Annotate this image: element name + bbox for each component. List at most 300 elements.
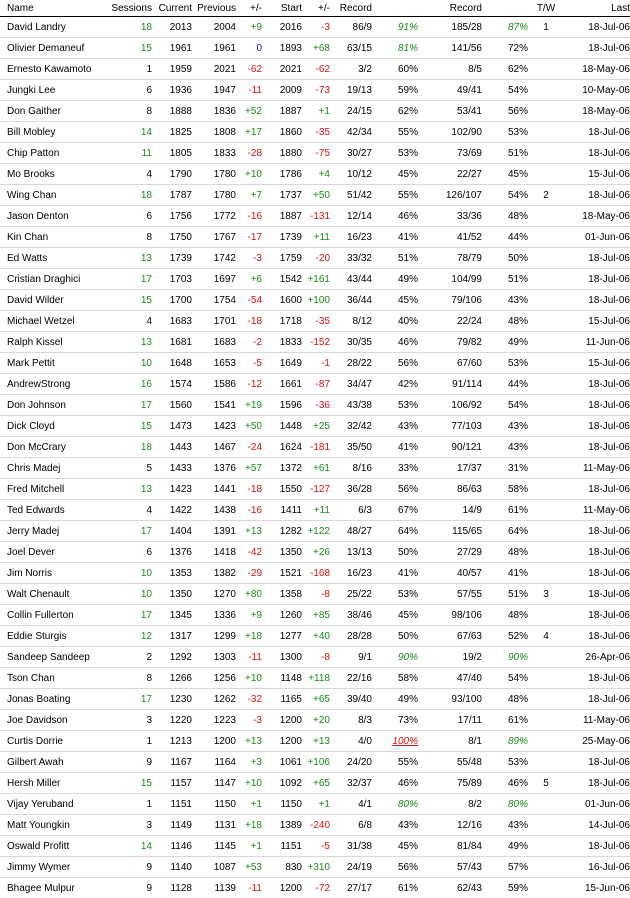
cell-sessions: 4 [104,164,152,185]
cell-record: 8/16 [330,458,372,479]
cell-name: Fred Mitchell [0,479,104,500]
cell-start: 1737 [262,185,302,206]
table-row[interactable] [0,689,630,710]
cell-start-change: -131 [302,206,330,227]
cell-change: +6 [236,269,262,290]
cell-record: 86/9 [330,17,372,38]
cell-last: 10-May-06 [564,80,630,101]
cell-record-pct: 45% [372,605,418,626]
cell-record-pct: 100% [372,731,418,752]
table-row[interactable] [0,668,630,689]
cell-record-pct: 46% [372,332,418,353]
cell-tw [528,479,564,500]
cell-record-total-pct: 43% [482,815,528,836]
cell-start: 1833 [262,332,302,353]
header-start[interactable]: Start [262,0,302,17]
cell-last: 18-Jul-06 [564,605,630,626]
cell-sessions: 9 [104,752,152,773]
cell-name: Joe Davidson [0,710,104,731]
cell-name: Kin Chan [0,227,104,248]
cell-sessions: 14 [104,836,152,857]
cell-name: Matt Youngkin [0,815,104,836]
cell-change: +80 [236,584,262,605]
cell-record-total: 53/41 [418,101,482,122]
cell-name: AndrewStrong [0,374,104,395]
cell-change: +10 [236,668,262,689]
cell-record-pct: 58% [372,668,418,689]
cell-tw [528,80,564,101]
cell-start: 1550 [262,479,302,500]
cell-current: 1703 [152,269,192,290]
cell-tw [528,227,564,248]
cell-record-total: 73/69 [418,143,482,164]
cell-record-total-pct: 54% [482,80,528,101]
cell-record-total-pct: 53% [482,353,528,374]
table-row[interactable] [0,353,630,374]
cell-change: +9 [236,605,262,626]
cell-start: 1624 [262,437,302,458]
cell-tw: 3 [528,584,564,605]
cell-start: 1596 [262,395,302,416]
cell-last: 18-Jul-06 [564,185,630,206]
cell-current: 1750 [152,227,192,248]
cell-previous: 1808 [192,122,236,143]
cell-record: 35/50 [330,437,372,458]
cell-record-pct: 41% [372,227,418,248]
cell-start-change: +122 [302,521,330,542]
table-row[interactable] [0,185,630,206]
cell-sessions: 17 [104,605,152,626]
cell-record-pct: 56% [372,353,418,374]
cell-current: 1423 [152,479,192,500]
cell-previous: 1586 [192,374,236,395]
cell-previous: 1423 [192,416,236,437]
cell-record: 33/32 [330,248,372,269]
table-row[interactable] [0,731,630,752]
cell-sessions: 18 [104,437,152,458]
cell-previous: 1147 [192,773,236,794]
cell-name: Don Gaither [0,101,104,122]
cell-current: 1433 [152,458,192,479]
cell-tw [528,395,564,416]
cell-name: Bill Mobley [0,122,104,143]
cell-record-total: 104/99 [418,269,482,290]
cell-record: 22/16 [330,668,372,689]
cell-name: Wing Chan [0,185,104,206]
cell-start-change: +161 [302,269,330,290]
header-tw[interactable]: T/W [528,0,564,17]
table-row[interactable] [0,101,630,122]
table-row[interactable] [0,794,630,815]
cell-last: 18-Jul-06 [564,521,630,542]
table-row[interactable] [0,626,630,647]
cell-tw [528,416,564,437]
cell-record-pct: 60% [372,59,418,80]
table-row[interactable] [0,500,630,521]
table-row[interactable] [0,542,630,563]
cell-tw [528,206,564,227]
table-row[interactable] [0,80,630,101]
header-record-total[interactable]: Record [418,0,482,17]
cell-record-total-pct: 48% [482,311,528,332]
cell-start: 1061 [262,752,302,773]
cell-start: 1661 [262,374,302,395]
cell-sessions: 17 [104,689,152,710]
cell-start: 1600 [262,290,302,311]
cell-start-change: -181 [302,437,330,458]
cell-record-total-pct: 61% [482,710,528,731]
cell-previous: 1200 [192,731,236,752]
table-row[interactable] [0,437,630,458]
cell-record-total: 106/92 [418,395,482,416]
cell-record-pct: 61% [372,878,418,898]
cell-last: 11-May-06 [564,500,630,521]
cell-tw [528,311,564,332]
cell-tw [528,164,564,185]
table-row[interactable] [0,752,630,773]
cell-previous: 1754 [192,290,236,311]
cell-last: 18-Jul-06 [564,416,630,437]
cell-last: 11-May-06 [564,710,630,731]
cell-name: Curtis Dorrie [0,731,104,752]
cell-record-total-pct: 90% [482,647,528,668]
table-row[interactable] [0,836,630,857]
cell-start-change: -35 [302,311,330,332]
cell-change: 0 [236,38,262,59]
cell-start: 1448 [262,416,302,437]
cell-start: 1200 [262,731,302,752]
cell-record: 10/12 [330,164,372,185]
cell-start-change: +13 [302,731,330,752]
cell-start: 2021 [262,59,302,80]
cell-sessions: 17 [104,269,152,290]
cell-current: 1128 [152,878,192,898]
cell-previous: 1164 [192,752,236,773]
table-row[interactable] [0,38,630,59]
cell-record: 30/35 [330,332,372,353]
cell-start: 1148 [262,668,302,689]
cell-name: Walt Chenault [0,584,104,605]
cell-name: Mo Brooks [0,164,104,185]
cell-change: -18 [236,311,262,332]
cell-last: 11-Jun-06 [564,332,630,353]
cell-record-total: 102/90 [418,122,482,143]
cell-record-total: 19/2 [418,647,482,668]
table-row[interactable] [0,248,630,269]
header-current[interactable]: Current [152,0,192,17]
table-row[interactable] [0,290,630,311]
cell-record-total: 78/79 [418,248,482,269]
header-change[interactable]: +/- [236,0,262,17]
cell-sessions: 15 [104,773,152,794]
cell-last: 18-Jul-06 [564,290,630,311]
cell-sessions: 10 [104,353,152,374]
cell-record-total-pct: 46% [482,773,528,794]
cell-record-total: 75/89 [418,773,482,794]
cell-record-total-pct: 45% [482,164,528,185]
cell-record-total: 22/24 [418,311,482,332]
cell-name: Chip Patton [0,143,104,164]
cell-last: 18-Jul-06 [564,248,630,269]
cell-name: Jonas Boating [0,689,104,710]
table-row[interactable] [0,269,630,290]
cell-change: -29 [236,563,262,584]
cell-start-change: -3 [302,17,330,38]
table-row[interactable] [0,647,630,668]
cell-start: 1521 [262,563,302,584]
cell-start: 2009 [262,80,302,101]
cell-current: 1681 [152,332,192,353]
cell-record-total-pct: 53% [482,752,528,773]
header-record[interactable]: Record [330,0,372,17]
cell-record-total-pct: 43% [482,416,528,437]
header-start-change[interactable]: +/- [302,0,330,17]
cell-name: Oswald Profitt [0,836,104,857]
cell-record: 24/19 [330,857,372,878]
table-body [0,17,630,898]
cell-previous: 1742 [192,248,236,269]
cell-record-pct: 53% [372,584,418,605]
cell-last: 18-Jul-06 [564,143,630,164]
cell-record: 6/8 [330,815,372,836]
table-row[interactable] [0,164,630,185]
cell-name: Ted Edwards [0,500,104,521]
cell-change: -3 [236,710,262,731]
cell-start: 1880 [262,143,302,164]
cell-record: 6/3 [330,500,372,521]
cell-record-total: 40/57 [418,563,482,584]
cell-change: -42 [236,542,262,563]
cell-record-pct: 91% [372,17,418,38]
cell-previous: 1391 [192,521,236,542]
cell-name: Cristian Draghici [0,269,104,290]
cell-tw [528,458,564,479]
table-row[interactable] [0,710,630,731]
table-row[interactable] [0,521,630,542]
cell-current: 1353 [152,563,192,584]
cell-record: 48/27 [330,521,372,542]
cell-tw [528,752,564,773]
cell-record-total: 8/2 [418,794,482,815]
cell-start-change: -87 [302,374,330,395]
cell-start-change: +20 [302,710,330,731]
cell-record: 25/22 [330,584,372,605]
cell-current: 1739 [152,248,192,269]
cell-tw [528,122,564,143]
cell-change: -3 [236,248,262,269]
cell-record-pct: 41% [372,437,418,458]
cell-record-total-pct: 61% [482,500,528,521]
cell-previous: 1467 [192,437,236,458]
cell-name: Collin Fullerton [0,605,104,626]
cell-last: 18-Jul-06 [564,836,630,857]
cell-name: Sandeep Sandeep [0,647,104,668]
cell-last: 16-Jul-06 [564,857,630,878]
cell-record-total-pct: 53% [482,122,528,143]
cell-start-change: -240 [302,815,330,836]
table-row[interactable] [0,206,630,227]
cell-previous: 1767 [192,227,236,248]
cell-record: 34/47 [330,374,372,395]
cell-current: 1959 [152,59,192,80]
cell-start-change: -8 [302,647,330,668]
cell-last: 25-May-06 [564,731,630,752]
cell-start-change: -127 [302,479,330,500]
cell-current: 1345 [152,605,192,626]
cell-record: 24/15 [330,101,372,122]
cell-change: +19 [236,395,262,416]
cell-change: -5 [236,353,262,374]
cell-tw [528,731,564,752]
cell-change: -16 [236,206,262,227]
cell-last: 18-May-06 [564,101,630,122]
cell-sessions: 15 [104,290,152,311]
cell-record-total-pct: 44% [482,227,528,248]
table-row[interactable] [0,17,630,38]
cell-tw [528,353,564,374]
table-row[interactable] [0,584,630,605]
cell-current: 1213 [152,731,192,752]
header-record-total-pct [482,0,528,17]
cell-change: +13 [236,521,262,542]
cell-start-change: -1 [302,353,330,374]
cell-sessions: 13 [104,479,152,500]
cell-record-pct: 42% [372,374,418,395]
table-row[interactable] [0,227,630,248]
cell-tw [528,332,564,353]
cell-name: Mark Pettit [0,353,104,374]
cell-last: 18-Jul-06 [564,752,630,773]
cell-record-total: 57/55 [418,584,482,605]
cell-last: 18-Jul-06 [564,17,630,38]
header-previous[interactable]: Previous [192,0,236,17]
cell-last: 18-Jul-06 [564,773,630,794]
cell-change: +3 [236,752,262,773]
cell-start-change: +50 [302,185,330,206]
cell-current: 1230 [152,689,192,710]
cell-current: 1574 [152,374,192,395]
cell-current: 1473 [152,416,192,437]
cell-name: Chris Madej [0,458,104,479]
cell-change: +57 [236,458,262,479]
cell-tw [528,437,564,458]
cell-sessions: 8 [104,101,152,122]
table-row[interactable] [0,332,630,353]
cell-start: 830 [262,857,302,878]
cell-record-total-pct: 49% [482,332,528,353]
header-last[interactable]: Last [564,0,630,17]
cell-start: 1718 [262,311,302,332]
cell-change: +53 [236,857,262,878]
cell-record-pct: 80% [372,794,418,815]
cell-record: 30/27 [330,143,372,164]
table-row[interactable] [0,479,630,500]
cell-record-total: 126/107 [418,185,482,206]
cell-record: 27/17 [330,878,372,898]
table-row[interactable] [0,143,630,164]
cell-previous: 1780 [192,164,236,185]
cell-sessions: 18 [104,185,152,206]
header-sessions[interactable]: Sessions [104,0,152,17]
cell-record-pct: 62% [372,101,418,122]
cell-record-total-pct: 54% [482,668,528,689]
cell-record-total-pct: 48% [482,206,528,227]
cell-record: 43/38 [330,395,372,416]
cell-tw [528,689,564,710]
cell-start: 1887 [262,101,302,122]
cell-record-total: 47/40 [418,668,482,689]
cell-record: 32/42 [330,416,372,437]
cell-start-change: +4 [302,164,330,185]
cell-sessions: 16 [104,374,152,395]
table-row[interactable] [0,815,630,836]
cell-tw [528,605,564,626]
cell-name: Don McCrary [0,437,104,458]
cell-record-total: 55/48 [418,752,482,773]
cell-record-pct: 55% [372,752,418,773]
table-row[interactable] [0,773,630,794]
table-row[interactable] [0,59,630,80]
cell-record-total: 115/65 [418,521,482,542]
cell-record: 42/34 [330,122,372,143]
cell-record: 4/0 [330,731,372,752]
cell-start: 1200 [262,710,302,731]
table-row[interactable] [0,395,630,416]
cell-sessions: 13 [104,248,152,269]
cell-sessions: 10 [104,563,152,584]
cell-tw [528,668,564,689]
cell-record-total-pct: 62% [482,59,528,80]
cell-start: 2016 [262,17,302,38]
cell-previous: 1262 [192,689,236,710]
cell-start-change: -168 [302,563,330,584]
cell-record-pct: 64% [372,521,418,542]
cell-change: -11 [236,80,262,101]
table-row[interactable] [0,458,630,479]
cell-sessions: 3 [104,710,152,731]
cell-record-total-pct: 43% [482,437,528,458]
cell-previous: 1303 [192,647,236,668]
header-name[interactable]: Name [0,0,104,17]
cell-current: 1756 [152,206,192,227]
cell-tw [528,143,564,164]
cell-previous: 2004 [192,17,236,38]
table-row[interactable] [0,311,630,332]
cell-record-total: 185/28 [418,17,482,38]
cell-last: 18-Jul-06 [564,479,630,500]
cell-sessions: 17 [104,521,152,542]
table-row[interactable] [0,122,630,143]
cell-start-change: -75 [302,143,330,164]
cell-record-total-pct: 56% [482,101,528,122]
cell-current: 1648 [152,353,192,374]
cell-sessions: 8 [104,227,152,248]
cell-record: 9/1 [330,647,372,668]
cell-start: 1277 [262,626,302,647]
cell-change: +13 [236,731,262,752]
table-row[interactable] [0,878,630,898]
table-row[interactable] [0,563,630,584]
cell-tw: 2 [528,185,564,206]
cell-start: 1759 [262,248,302,269]
cell-previous: 1145 [192,836,236,857]
table-row[interactable] [0,416,630,437]
cell-name: Jimmy Wymer [0,857,104,878]
table-row[interactable] [0,605,630,626]
table-row[interactable] [0,374,630,395]
cell-change: +10 [236,773,262,794]
cell-sessions: 15 [104,416,152,437]
